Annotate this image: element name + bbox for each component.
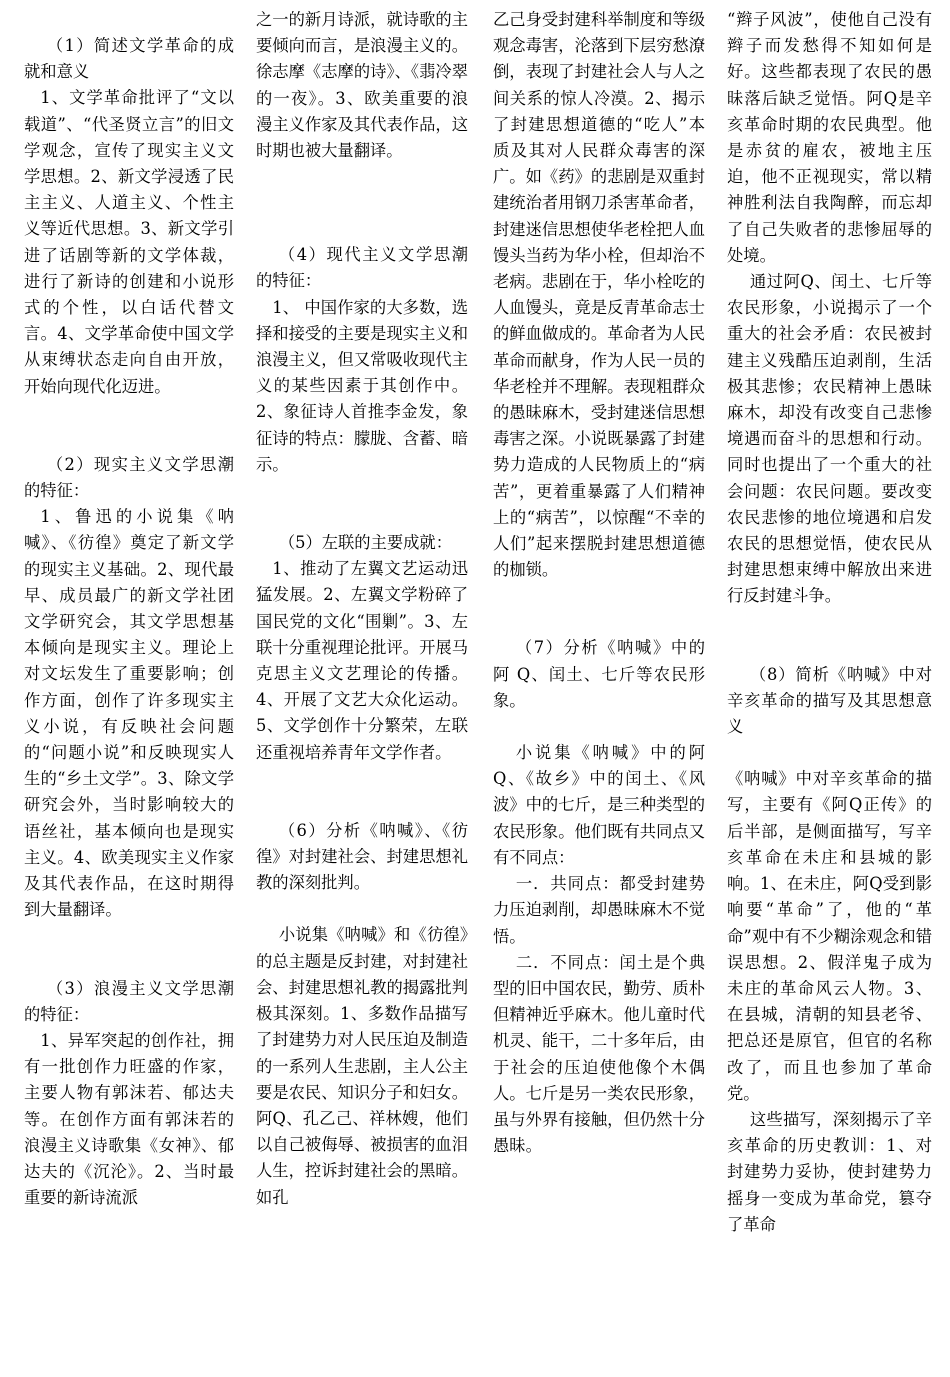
- section-7-common-points: 一．共同点：都受封建势力压迫剥削，却愚昧麻木不觉悟。: [493, 874, 705, 946]
- section-2-heading: （2）现实主义文学思潮的特征：: [24, 454, 234, 501]
- section-2-body: 1、鲁迅的小说集《呐喊》、《彷徨》奠定了新文学的现实主义基础。2、现代最早、成员最广的新文学社团文学研究会，其文学思想基本倾向是现实主义。理论上对文坛发生了重要影响；创作方面，创作了许多现实主义小说，有反映社会问题的“问题小说”和反映现实人生的“乡土文学”。3、除文学研究会外，当时影响较大的语丝社，基本倾向也是现实主义。4、欧美现实主义作家及其代表作品，在这时期得到大量翻译。: [24, 507, 234, 920]
- section-1-heading: （1）简述文学革命的成就和意义: [24, 36, 234, 82]
- section-7-intro: 小说集《呐喊》中的阿Q、《故乡》中的闰土、《风波》中的七斤，是三种类型的农民形象。他们既有共同点又有不同点：: [493, 743, 705, 867]
- section-6-body-part-2: 乙己身受封建科举制度和等级观念毒害，沦落到下层穷愁潦倒，表现了封建社会人与人之间关系的惊人冷漠。2、揭示了封建思想道德的“吃人”本质及其对人民群众毒害的深广。如《药》的悲剧是双重封建统治者用钢刀杀害革命者，封建迷信思想使华老栓把人血馒头当药为华小栓，但却治不老病。悲剧在于，华小栓吃的人血馒头，竟是反青革命志士的鲜血做成的。革命者为人民革命而献身，作为人民一员的华老栓并不理解。表现粗群众的愚昧麻木，受封建迷信思想毒害之深。小说既暴露了封建势力造成的人民物质上的“病苦”，更着重暴露了人们精神上的“病苦”，以惊醒“不幸的人们”起来摆脱封建思想道德的枷锁。: [493, 10, 705, 580]
- section-8-heading: （8）简析《呐喊》中对辛亥革命的描写及其思想意义: [727, 664, 932, 737]
- section-8-body: 《呐喊》中对辛亥革命的描写，主要有《阿Q正传》的后半部，是侧面描写，写辛亥革命在未庄和县城的影响。1、在未庄，阿Q受到影响要“革命”了，他的“革命”观中有不少糊涂观念和错误思想。2、假洋鬼子成为未庄的革命风云人物。3、在县城，清朝的知县老爷、把总还是原官，但官的名称改了，而且也参加了革命党。: [727, 769, 932, 1103]
- section-8-lessons: 这些描写，深刻揭示了辛亥革命的历史教训：1、对封建势力妥协，使封建势力摇身一变成为革命党，篡夺了革命: [727, 1109, 932, 1234]
- spacer: [24, 924, 234, 976]
- section-4-heading: （4）现代主义文学思潮的特征：: [256, 245, 468, 291]
- column-3: [493, 7, 705, 1351]
- column-4: [727, 7, 932, 1351]
- section-3-body-part-2: 之一的新月诗派，就诗歌的主要倾向而言，是浪漫主义的。徐志摩《志摩的诗》、《翡冷翠的一夜》。3、欧美重要的浪漫主义作家及其代表作品，这时期也被大量翻译。: [256, 10, 468, 161]
- spacer: [256, 766, 468, 818]
- section-7-differences-part-2: “辫子风波”，使他自己没有辫子而发愁得不知如何是好。这些都表现了农民的愚昧落后缺乏觉悟。阿Q是辛亥革命时期的农民典型。他是赤贫的雇农，被地主压迫，他不正视现实，常以精神胜利法自我陶醉，而忘却了自己失败者的悲惨屈辱的处境。: [727, 10, 932, 265]
- spacer: [493, 583, 705, 635]
- section-7-conclusion: 通过阿Q、闰土、七斤等农民形象，小说揭示了一个重大的社会矛盾：农民被封建主义残酷压迫剥削，生活极其悲惨；农民精神上愚昧麻木，却没有改变自己悲惨境遇而奋斗的思想和行动。同时也提出了一个重大的社会问题：农民问题。要改变农民悲惨的地位境遇和启发农民的思想觉悟，使农民从封建思想束缚中解放出来进行反封建斗争。: [727, 272, 932, 606]
- section-3-heading: （3）浪漫主义文学思潮的特征：: [24, 978, 234, 1024]
- spacer: [493, 714, 705, 740]
- spacer: [256, 478, 468, 530]
- spacer: [727, 610, 932, 662]
- spacer: [256, 216, 468, 242]
- spacer: [727, 740, 932, 766]
- section-5-body: 1、推动了左翼文艺运动迅猛发展。2、左翼文学粉碎了国民党的文化“围剿”。3、左联十分重视理论批评。开展马克思主义文艺理论的传播。4、开展了文艺大众化运动。5、文学创作十分繁荣，左联还重视培养青年文学作者。: [256, 559, 468, 762]
- spacer: [256, 164, 468, 216]
- section-5-heading: （5）左联的主要成就：: [278, 533, 452, 553]
- column-1: [24, 33, 234, 1377]
- section-7-heading: （7）分析《呐喊》中的阿 Q、闰土、七斤等农民形象。: [493, 638, 705, 710]
- section-6-body-part-1: 小说集《呐喊》和《彷徨》的总主题是反封建，对封建社会、封建思想礼教的揭露批判极其深刻。1、多数作品描写了封建势力对人民压迫及制造的一系列人生悲剧，主人公主要是农民、知识分子和妇女。阿Q、孔乙己、祥林嫂，他们以自己被侮辱、被损害的血泪人生，控诉封建社会的黑暗。如孔: [256, 925, 468, 1207]
- section-4-body: 1、 中国作家的大多数，选择和接受的主要是现实主义和浪漫主义，但又常吸收现代主义的某些因素于其创作中。2、象征诗人首推李金发，象征诗的特点：朦胧、含蓄、暗示。: [256, 297, 468, 474]
- section-7-differences-part-1: 二．不同点：闰土是个典型的旧中国农民，勤劳、质朴但精神近乎麻木。他儿童时代机灵、能干，二十多年后，由于社会的压迫使他像个木偶人。七斤是另一类农民形象，虽与外界有接触，但仍然十分愚昧。: [493, 952, 705, 1156]
- section-6-heading: （6）分析《呐喊》、《彷徨》对封建社会、封建思想礼教的深刻批判。: [256, 820, 468, 893]
- spacer: [256, 896, 468, 922]
- section-3-body-part-1: 1、异军突起的创作社，拥有一批创作力旺盛的作家，主要人物有郭沫若、郁达夫等。在创作方面有郭沫若的浪漫主义诗歌集《女神》、郁达夫的《沉沦》。2、当时最重要的新诗流派: [24, 1030, 234, 1208]
- section-1-body: 1、文学革命批评了“文以载道”、“代圣贤立言”的旧文学观念，宣传了现实主义文学思想。2、新文学浸透了民主主义、人道主义、个性主义等近代思想。3、新文学引进了话剧等新的文学体裁，进行了新诗的创建和小说形式的个性，以白话代替文言。4、文学革命使中国文学从束缚状态走向自由开放，开始向现代化迈进。: [24, 88, 234, 396]
- column-2: [256, 7, 468, 1351]
- spacer: [24, 400, 234, 452]
